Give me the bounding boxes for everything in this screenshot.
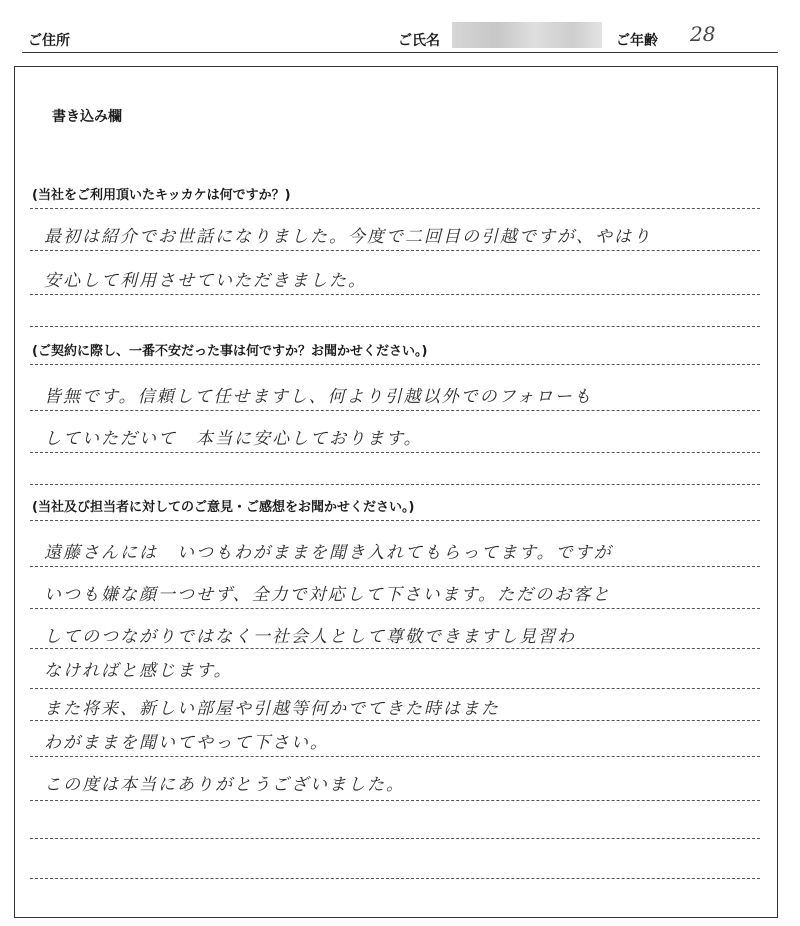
answer-2-line-2: していただいて 本当に安心しております。 bbox=[44, 429, 423, 449]
answer-3-line-1: 遠藤さんには いつもわがままを聞き入れてもらってます。ですが bbox=[44, 543, 613, 563]
question-3: (当社及び担当者に対してのご意見・ご感想をお聞かせください。) bbox=[32, 500, 415, 515]
answer-1-line-1: 最初は紹介でお世話になりました。今度で二回目の引越ですが、やはり bbox=[44, 227, 652, 247]
writing-line bbox=[30, 648, 760, 649]
answer-3-line-4: なければと感じます。 bbox=[44, 661, 233, 681]
name-label: ご氏名 bbox=[398, 33, 440, 49]
question-1: (当社をご利用頂いたキッカケは何ですか？) bbox=[32, 188, 291, 203]
writing-line bbox=[30, 566, 760, 567]
address-label: ご住所 bbox=[28, 33, 70, 49]
answer-1-line-2: 安心して利用させていただきました。 bbox=[44, 271, 367, 291]
answer-3-line-5: また将来、新しい部屋や引越等何かでてきた時はまた bbox=[44, 699, 500, 719]
writing-line bbox=[30, 294, 760, 295]
redacted-name bbox=[452, 22, 602, 48]
answer-2-line-1: 皆無です。信頼して任せますし、何より引越以外でのフォローも bbox=[44, 387, 593, 407]
age-value: 28 bbox=[690, 22, 716, 46]
writing-line bbox=[30, 326, 760, 327]
answer-3-line-6: わがままを聞いてやって下さい。 bbox=[44, 733, 329, 753]
writing-line bbox=[30, 756, 760, 757]
writing-line bbox=[30, 250, 760, 251]
writing-line bbox=[30, 688, 760, 689]
writing-line bbox=[30, 452, 760, 453]
writing-line bbox=[30, 878, 760, 879]
writing-line bbox=[30, 410, 760, 411]
question-2: (ご契約に際し、一番不安だった事は何ですか？お聞かせください。) bbox=[32, 344, 428, 359]
writing-line bbox=[30, 608, 760, 609]
answer-3-line-2: いつも嫌な顔一つせず、全力で対応して下さいます。ただのお客と bbox=[44, 585, 612, 605]
form-title: 書き込み欄 bbox=[52, 109, 122, 125]
header-underline bbox=[22, 52, 778, 53]
answer-3-line-3: してのつながりではなく一社会人として尊敬できますし見習わ bbox=[44, 627, 576, 647]
writing-line bbox=[30, 520, 760, 521]
writing-line bbox=[30, 208, 760, 209]
writing-line bbox=[30, 800, 760, 801]
writing-line bbox=[30, 838, 760, 839]
age-label: ご年齢 bbox=[616, 33, 658, 49]
answer-3-line-7: この度は本当にありがとうございました。 bbox=[44, 775, 405, 795]
writing-line bbox=[30, 720, 760, 721]
writing-line bbox=[30, 364, 760, 365]
writing-line bbox=[30, 484, 760, 485]
